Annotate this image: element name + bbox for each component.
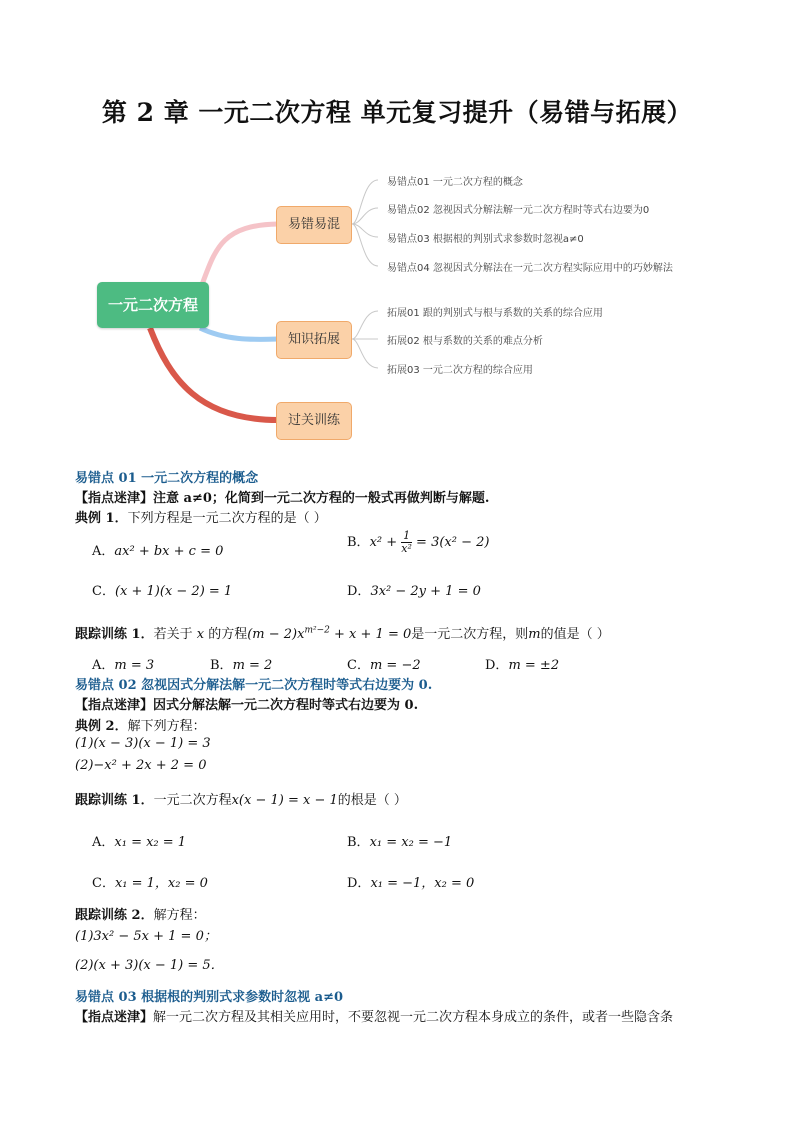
training-2-2 [75, 904, 206, 923]
option-c [92, 872, 208, 891]
equation-3: (1)3x² − 5x + 1 = 0； [75, 929, 217, 944]
option-letter: C． [347, 658, 370, 673]
option-c [92, 580, 232, 599]
equation: (m − 2)x [247, 627, 305, 642]
equation-2: (2)−x² + 2x + 2 = 0 [75, 758, 207, 773]
training-label: 跟踪训练 2． [75, 908, 154, 923]
fraction-denominator: x² [401, 542, 412, 555]
mind-map-root: 一元二次方程 [97, 282, 209, 328]
option-value: m = 2 [232, 658, 273, 673]
option-letter: D． [347, 876, 371, 891]
option-letter: A． [92, 544, 115, 559]
equation: x(x − 1) = x − 1 [231, 793, 338, 808]
var-m: m [528, 627, 541, 642]
section-title-1: 易错点 01 一元二次方程的概念 [75, 471, 259, 486]
option-value: x₁ = x₂ = 1 [114, 835, 187, 850]
option-d [347, 872, 474, 891]
option-value: m = −2 [369, 658, 421, 673]
equation-4: (2)(x + 3)(x − 1) = 5． [75, 958, 224, 973]
fraction-numerator: 1 [403, 529, 411, 542]
option-a [92, 540, 223, 559]
training-label: 跟踪训练 1． [75, 793, 154, 808]
section-title-2: 易错点 02 忽视因式分解法解一元二次方程时等式右边要为 0. [75, 678, 433, 693]
option-a-formula: ax² + bx + c = 0 [114, 544, 224, 559]
exponent: m²−2 [304, 625, 330, 636]
tr-option-c [347, 654, 421, 673]
leaf-ext-01: 拓展01 跟的判别式与根与系数的关系的综合应用 [387, 308, 603, 319]
text: 若关于 [153, 627, 193, 642]
example-1 [75, 507, 327, 526]
fraction [401, 530, 412, 555]
tr-option-b [210, 654, 272, 673]
connector-branch-1 [200, 224, 278, 290]
leaf-ext-03: 拓展03 一元二次方程的综合应用 [387, 365, 533, 376]
section-title-3: 易错点 03 根据根的判别式求参数时忽视 a≠0 [75, 990, 344, 1005]
option-value: m = 3 [114, 658, 155, 673]
text: 的值是（ ） [540, 627, 610, 642]
branch-errors: 易错易混 [276, 206, 352, 244]
tr-option-a [92, 654, 154, 673]
text: 一元二次方程 [153, 793, 232, 808]
equation-1: (1)(x − 3)(x − 1) = 3 [75, 736, 211, 751]
option-letter: B． [347, 535, 370, 550]
training-1-1 [75, 623, 610, 642]
leaf-error-03: 易错点03 根据根的判别式求参数时忽视a≠0 [387, 234, 584, 245]
leaf-error-04: 易错点04 忽视因式分解法在一元二次方程实际应用中的巧妙解法 [387, 263, 673, 274]
option-letter: A． [92, 835, 115, 850]
text: 解方程： [153, 908, 206, 923]
example-2 [75, 715, 206, 734]
option-letter: C． [92, 876, 115, 891]
option-b [347, 831, 452, 850]
equation-rest: + x + 1 = 0 [329, 627, 412, 642]
option-letter: C． [92, 584, 115, 599]
option-value: m = ±2 [508, 658, 560, 673]
tip-2: 【指点迷津】因式分解法解一元二次方程时等式右边要为 0. [75, 698, 419, 713]
tip-text: 解一元二次方程及其相关应用时，不要忽视一元二次方程本身成立的条件，或者一些隐含条 [153, 1010, 674, 1025]
option-value: x₁ = 1，x₂ = 0 [114, 876, 208, 891]
option-letter: D． [485, 658, 509, 673]
training-2-1 [75, 789, 407, 808]
option-a [92, 831, 186, 850]
connector-leaves-1 [352, 180, 378, 266]
option-letter: B． [210, 658, 233, 673]
option-b-right: = 3(x² − 2) [416, 535, 490, 550]
option-d-formula: 3x² − 2y + 1 = 0 [370, 584, 481, 599]
leaf-ext-02: 拓展02 根与系数的关系的难点分析 [387, 336, 543, 347]
option-d [347, 580, 481, 599]
page-title: 第 2 章 一元二次方程 单元复习提升（易错与拓展） [101, 98, 693, 127]
leaf-error-01: 易错点01 一元二次方程的概念 [387, 177, 523, 188]
mind-map [0, 150, 794, 450]
option-letter: D． [347, 584, 371, 599]
training-label: 跟踪训练 1． [75, 627, 154, 642]
option-c-formula: (x + 1)(x − 2) = 1 [114, 584, 233, 599]
leaf-error-02: 易错点02 忽视因式分解法解一元二次方程时等式右边要为0 [387, 205, 650, 216]
example-text: 下列方程是一元二次方程的是（ ） [127, 511, 327, 526]
branch-practice: 过关训练 [276, 402, 352, 440]
option-b [347, 530, 489, 555]
tr-option-d [485, 654, 559, 673]
example-label: 典例 2． [75, 719, 128, 734]
branch-extension: 知识拓展 [276, 321, 352, 359]
option-value: x₁ = x₂ = −1 [369, 835, 453, 850]
connector-leaves-2 [352, 311, 378, 368]
text: 的方程 [208, 627, 248, 642]
text: 的根是（ ） [337, 793, 407, 808]
option-b-left: x² + [369, 535, 398, 550]
option-value: x₁ = −1，x₂ = 0 [370, 876, 475, 891]
example-label: 典例 1． [75, 511, 128, 526]
option-letter: B． [347, 835, 370, 850]
example-text: 解下列方程： [127, 719, 206, 734]
tip-3 [75, 1006, 673, 1025]
var-x: x [196, 627, 205, 642]
tip-1: 【指点迷津】注意 a≠0；化简到一元二次方程的一般式再做判断与解题. [75, 491, 490, 506]
text: 是一元二次方程，则 [411, 627, 529, 642]
option-letter: A． [92, 658, 115, 673]
connector-branch-2 [200, 328, 278, 339]
tip-label: 【指点迷津】 [75, 1010, 154, 1025]
